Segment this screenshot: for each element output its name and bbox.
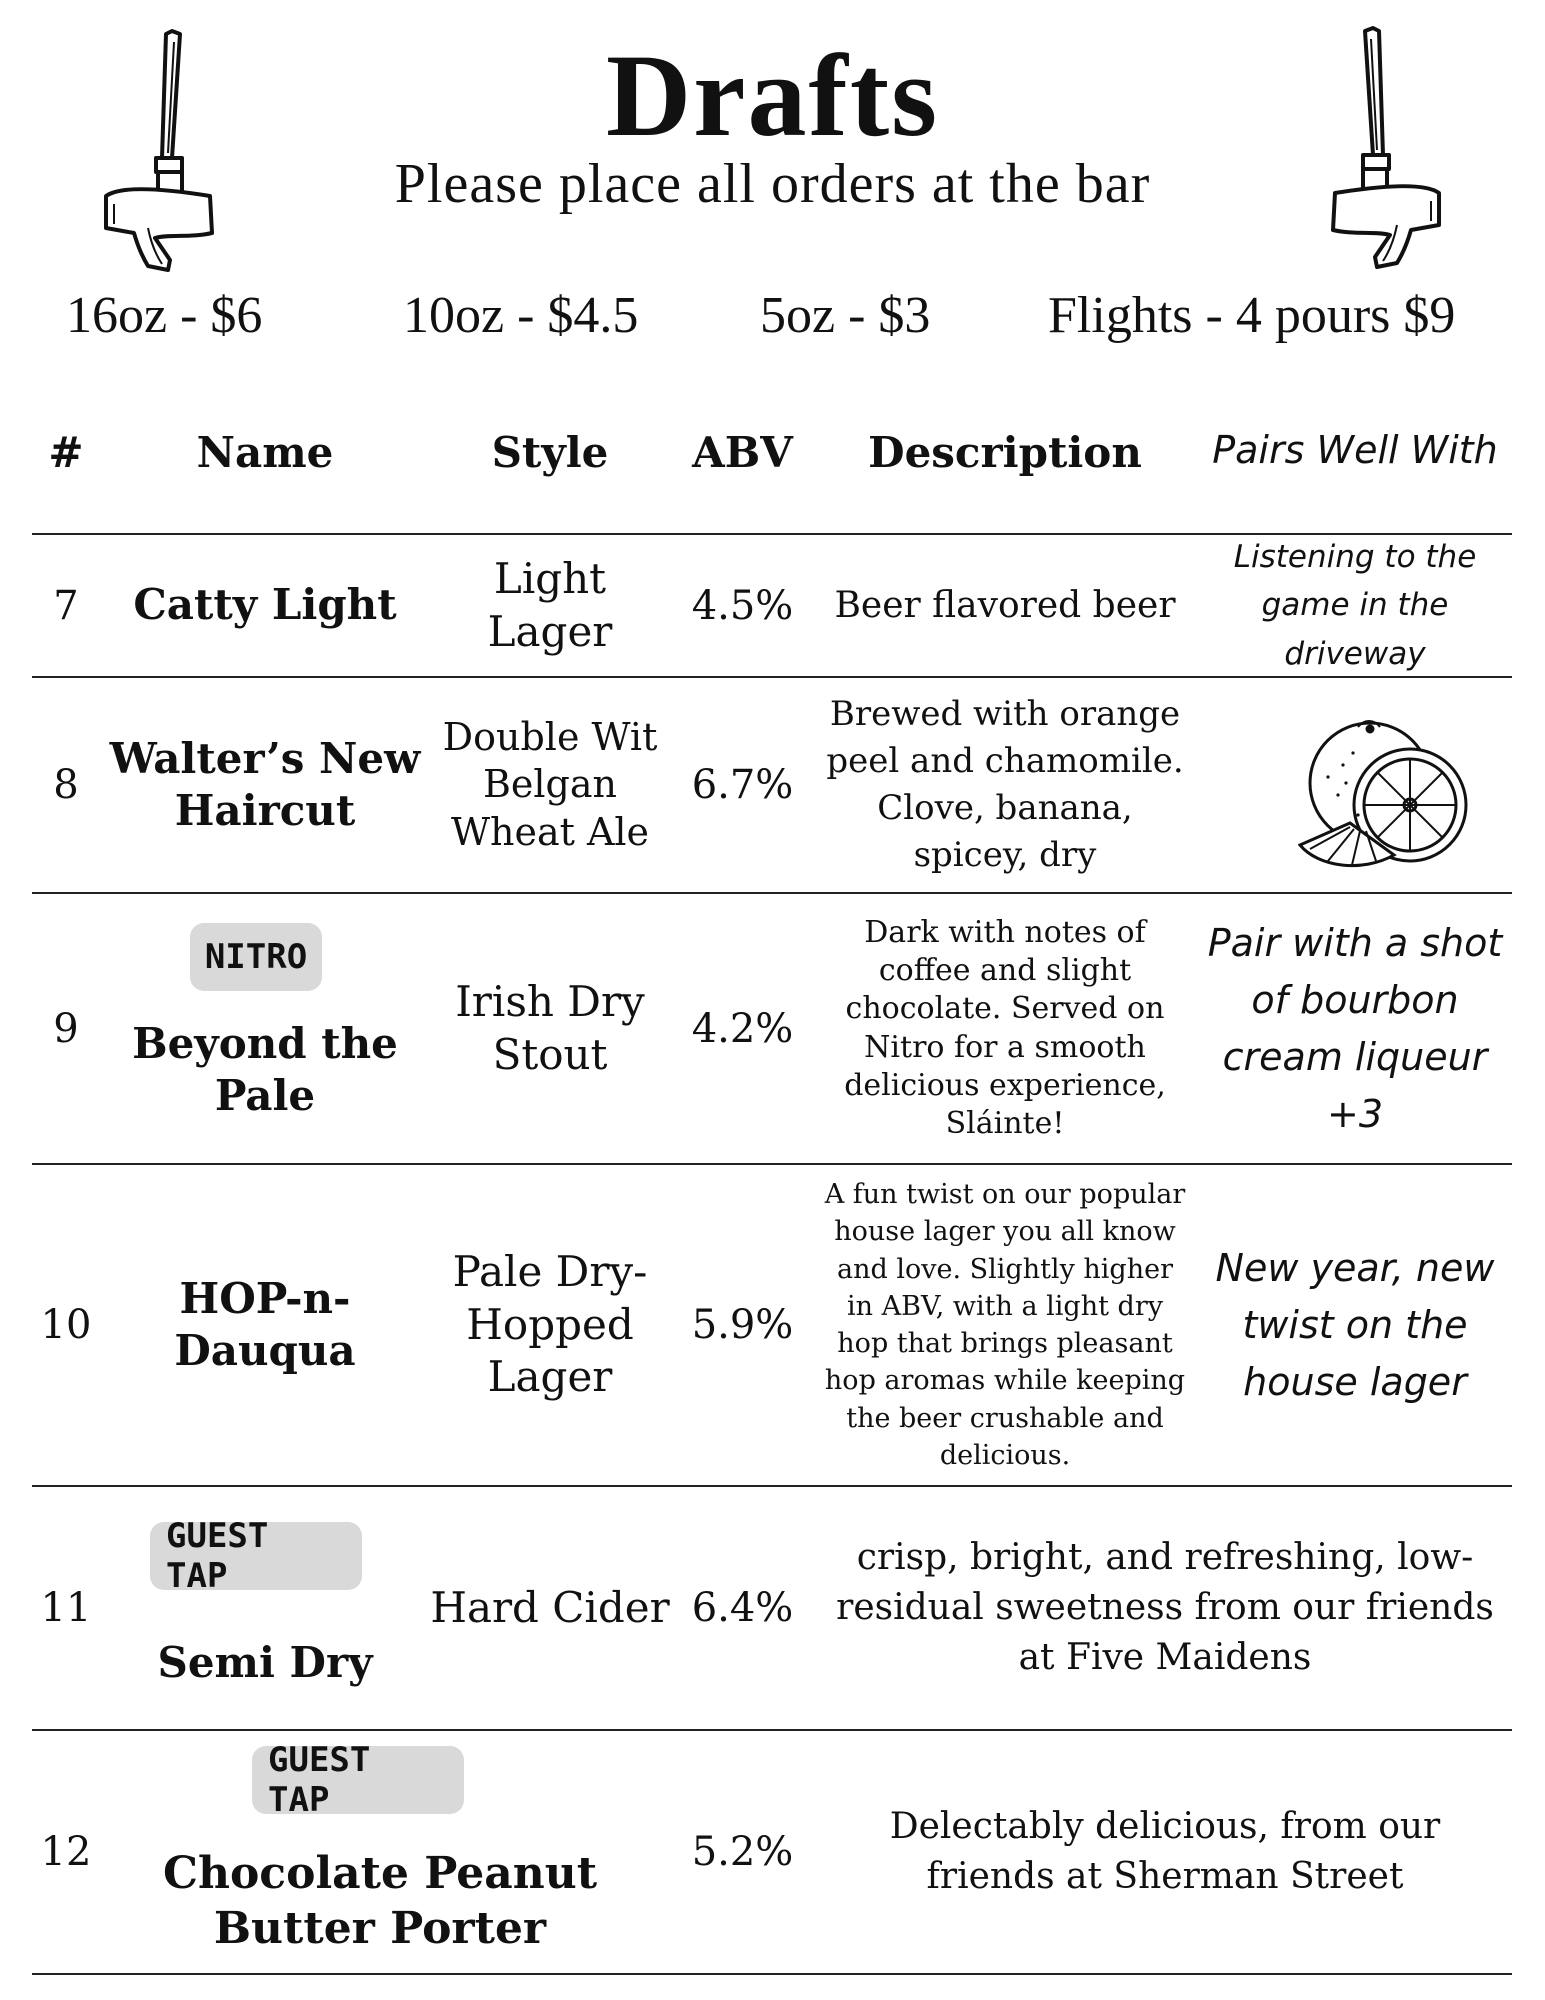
beer-abv: 4.2% [691, 1005, 794, 1052]
beer-pairing: Listening to the game in the driveway [1233, 539, 1477, 672]
row-number: 10 [40, 1302, 92, 1348]
beer-description: Beer flavored beer [834, 584, 1176, 626]
beer-abv: 6.7% [691, 762, 794, 808]
beer-description: Dark with notes of coffee and slight chocolate. Served on Nitro for a smooth delicious experience, Sláinte! [844, 915, 1166, 1141]
price-16oz: 16oz - $6 [66, 287, 263, 344]
guest-tap-badge: GUEST TAP [150, 1522, 362, 1590]
beer-style: Light Lager [487, 554, 613, 656]
column-header-number: # [48, 428, 84, 477]
beer-name: Catty Light [133, 580, 397, 630]
price-5oz: 5oz - $3 [760, 287, 931, 344]
column-header-pairs: Pairs Well With [1212, 428, 1498, 472]
beer-name: Semi Dry [157, 1637, 373, 1687]
beer-description: A fun twist on our popular house lager you all know and love. Slightly higher in ABV, with a light dry hop that brings pleasant hop aromas while keeping the beer crushable and delicious. [824, 1179, 1186, 1471]
beer-name: Walter’s New Haircut [109, 733, 421, 835]
guest-tap-badge: GUEST TAP [252, 1746, 464, 1814]
row-number: 9 [53, 1005, 79, 1052]
beer-style: Pale Dry-Hopped Lager [452, 1247, 648, 1402]
beer-name: HOP-n-Dauqua [174, 1273, 356, 1375]
price-10oz: 10oz - $4.5 [403, 287, 639, 344]
column-header-style: Style [491, 428, 609, 477]
column-header-abv: ABV [692, 428, 793, 477]
column-header-description: Description [868, 428, 1142, 477]
column-header-name: Name [196, 428, 334, 477]
beer-name: Chocolate Peanut Butter Porter [162, 1848, 598, 1954]
beer-style: Double Wit Belgan Wheat Ale [442, 714, 658, 854]
beer-abv: 5.9% [691, 1302, 794, 1348]
beer-style: Irish Dry Stout [455, 977, 645, 1079]
row-divider [32, 1973, 1512, 1975]
nitro-badge: NITRO [190, 923, 322, 991]
orange-icon [1298, 705, 1478, 875]
page-title: Drafts [605, 30, 940, 161]
row-number: 12 [40, 1829, 92, 1875]
beer-abv: 5.2% [691, 1829, 794, 1875]
beer-pairing: New year, new twist on the house lager [1215, 1245, 1495, 1404]
beer-abv: 6.4% [691, 1585, 794, 1631]
beer-description: crisp, bright, and refreshing, low-residual sweetness from our friends at Five Maidens [836, 1537, 1494, 1678]
row-number: 8 [53, 762, 79, 808]
beer-abv: 4.5% [691, 582, 794, 629]
price-flights: Flights - 4 pours $9 [1048, 287, 1456, 344]
beer-name: Beyond the Pale [132, 1018, 398, 1120]
page-subtitle: Please place all orders at the bar [394, 153, 1151, 215]
row-number: 11 [40, 1585, 92, 1631]
row-number: 7 [53, 582, 79, 629]
beer-description: Brewed with orange peel and chamomile. Clove, banana, spicey, dry [826, 694, 1184, 875]
beer-style: Hard Cider [430, 1582, 670, 1632]
beer-pairing: Pair with a shot of bourbon cream liqueur +3 [1207, 920, 1503, 1136]
beer-description: Delectably delicious, from our friends at Sherman Street [889, 1806, 1441, 1897]
